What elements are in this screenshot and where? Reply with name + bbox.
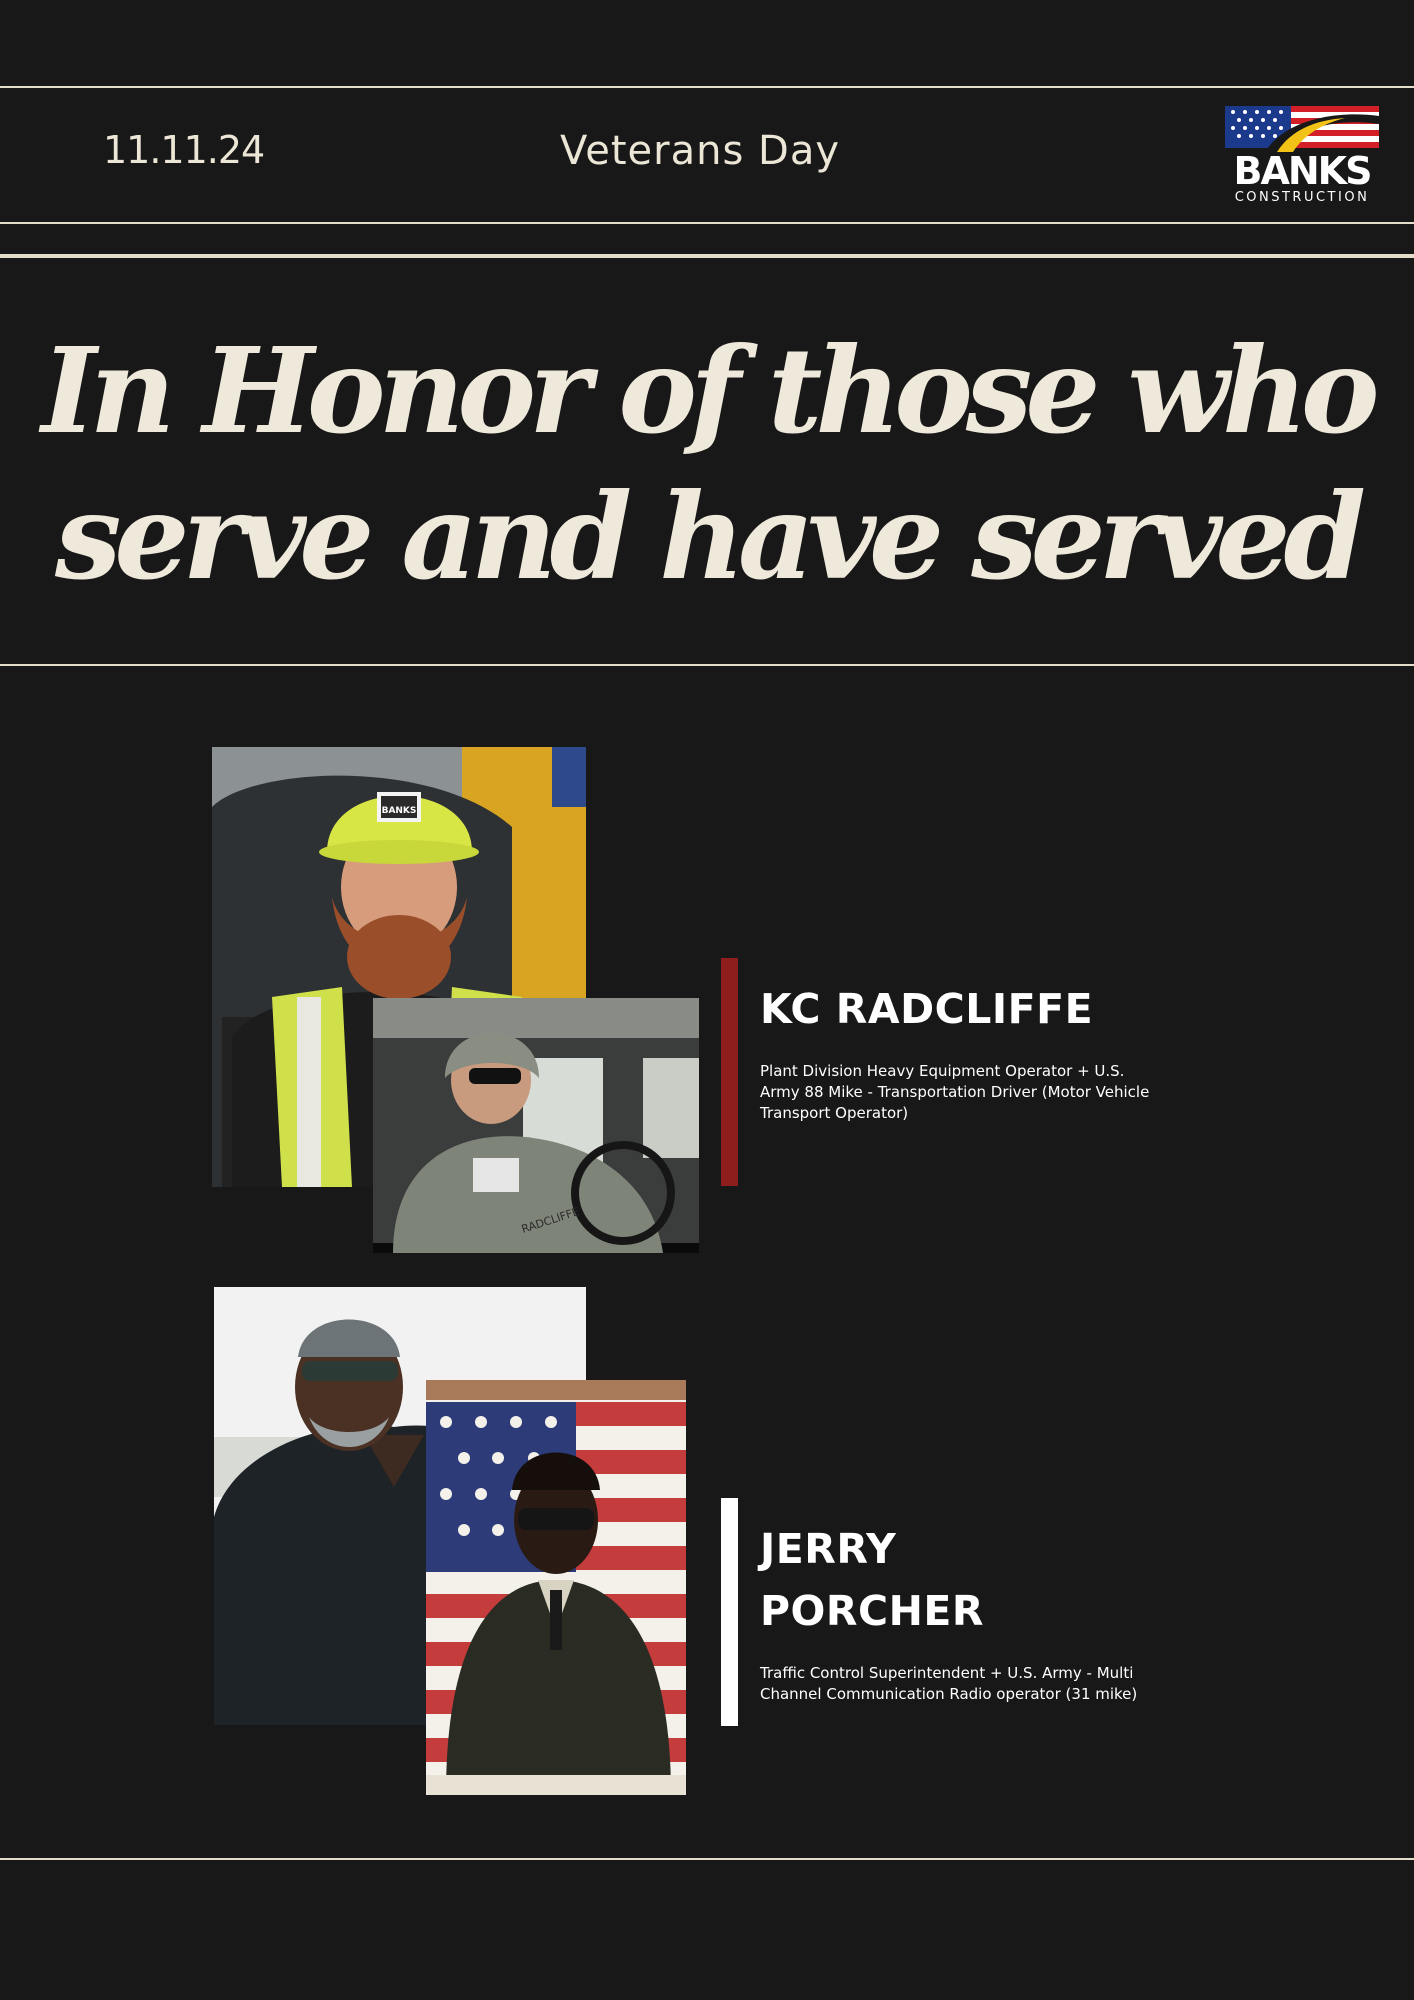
hat-logo-text: BANKS: [381, 806, 417, 816]
kc-radcliffe-accent-bar: [721, 958, 738, 1186]
footer-rule: [0, 1858, 1414, 1860]
jerry-porcher-last-name: PORCHER: [760, 1587, 984, 1635]
uniform-nametape: RADCLIFFE: [519, 1204, 581, 1236]
banks-construction-logo: [1225, 106, 1379, 206]
jerry-porcher-description: Traffic Control Superintendent + U.S. Army - Multi Channel Communication Radio operator (31 mike): [760, 1664, 1138, 1703]
jerry-porcher-first-name: JERRY: [760, 1525, 897, 1573]
headline: [0, 318, 1414, 610]
headline-line-1: In Honor of those who: [41, 321, 1373, 460]
header-double-rule: [0, 254, 1414, 258]
header-bottom-rule: [0, 222, 1414, 224]
kc-radcliffe-description: Plant Division Heavy Equipment Operator + U.S. Army 88 Mike - Transportation Driver (Motor Vehicle Transport Operator): [760, 1062, 1150, 1122]
kc-radcliffe-army-photo: [373, 998, 699, 1253]
jerry-porcher-accent-bar: [721, 1498, 738, 1726]
headline-bottom-rule: [0, 664, 1414, 666]
flag-swoosh-icon: [1225, 106, 1379, 152]
jerry-porcher-army-photo: [426, 1380, 686, 1795]
event-date: 11.11.24: [103, 128, 265, 172]
kc-radcliffe-name: KC RADCLIFFE: [760, 985, 1094, 1033]
jerry-porcher-name: [760, 1518, 1200, 1642]
logo-subtitle: CONSTRUCTION: [1234, 190, 1370, 205]
occasion-title: Veterans Day: [560, 128, 841, 174]
top-rule: [0, 86, 1414, 88]
headline-line-2: serve and have served: [54, 467, 1360, 606]
logo-wordmark: BANKS: [1233, 149, 1371, 193]
